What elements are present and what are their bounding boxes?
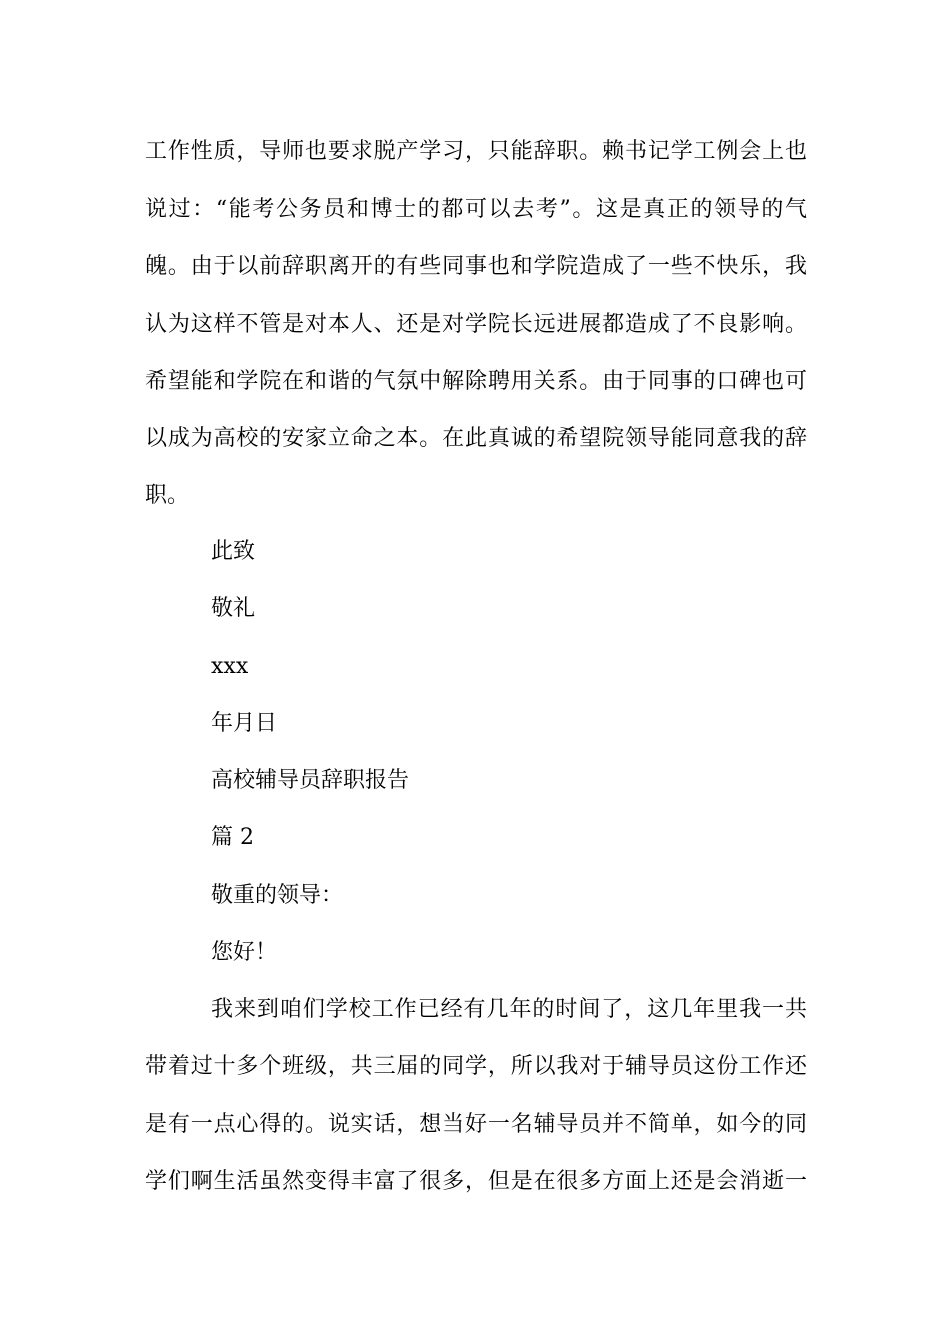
- closing-text: 此致: [211, 539, 256, 564]
- paragraph2-line-4: 学们啊生活虽然变得丰富了很多，但是在很多方面上还是会消逝一: [145, 1169, 807, 1194]
- paragraph2-line-3: 是有一点心得的。说实话，想当好一名辅导员并不简单，如今的同: [145, 1112, 807, 1137]
- paragraph2-line-1: 我来到咱们学校工作已经有几年的时间了，这几年里我一共: [211, 997, 807, 1022]
- paragraph1-line-3: 魄。由于以前辞职离开的有些同事也和学院造成了一些不快乐，我: [145, 254, 807, 279]
- paragraph1-line-7: 职。: [145, 483, 190, 508]
- signature-text: xxx: [211, 654, 249, 679]
- chapter-label: 篇 2: [211, 825, 254, 850]
- paragraph2-line-2: 带着过十多个班级，共三届的同学，所以我对于辅导员这份工作还: [145, 1054, 807, 1079]
- hello-text: 您好！: [211, 940, 278, 965]
- paragraph1-line-5: 希望能和学院在和谐的气氛中解除聘用关系。由于同事的口碑也可: [145, 369, 807, 394]
- paragraph1-line-4: 认为这样不管是对本人、还是对学院长远进展都造成了不良影响。: [145, 312, 807, 337]
- greeting-text: 敬重的领导：: [211, 883, 344, 908]
- paragraph1-line-2: 说过：“能考公务员和博士的都可以去考”。这是真正的领导的气: [145, 197, 807, 222]
- paragraph1-line-6: 以成为高校的安家立命之本。在此真诚的希望院领导能同意我的辞: [145, 426, 807, 451]
- next-report-title: 高校辅导员辞职报告: [211, 768, 410, 793]
- date-text: 年月日: [211, 711, 278, 736]
- salute-text: 敬礼: [211, 596, 256, 621]
- paragraph1-line-1: 工作性质，导师也要求脱产学习，只能辞职。赖书记学工例会上也: [145, 139, 807, 164]
